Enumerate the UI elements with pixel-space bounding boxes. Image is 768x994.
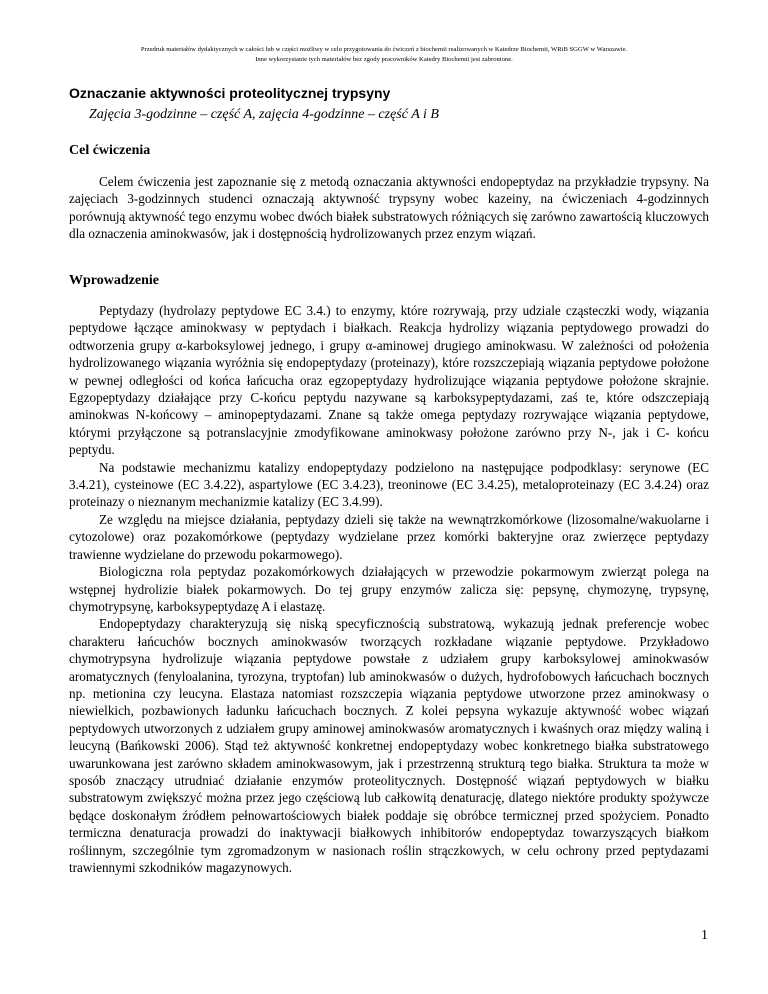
aim-section-body bbox=[69, 173, 709, 243]
intro-paragraph-3: Ze względu na miejsce działania, peptydazy dzieli się także na wewnątrzkomórkowe (lizosomalne/wakuolarne i cytozolowe) oraz pozakomórkowe (peptydazy wydzielane przez komórki bakteryjne oraz zwierzęce peptydazy trawienne wydzielane do przewodu pokarmowego). bbox=[69, 511, 709, 562]
intro-paragraph-5: Endopeptydazy charakteryzują się niską specyficznością substratową, wykazują jednak preferencje wobec charakteru łańcuchów bocznych aminokwasów tworzących rozkładane wiązanie peptydowe. Przykładowo chymotrypsyna hydrolizuje wiązania peptydowe powstałe z udziałem grupy karboksylowej aminokwasów aromatycznych (fenyloalanina, tyrozyna, tryptofan) lub aminokwasów o dużych, hydrofobowych łańcuchach bocznych np. metionina czy leucyna. Elastaza natomiast rozszczepia wiązania peptydowe utworzone przez aminokwasy o niewielkich, pozbawionych ładunku łańcuchach bocznych. Z kolei pepsyna wykazuje aktywność wobec wiązań peptydowych utworzonych z udziałem grupy aminowej aminokwasów aromatycznych i kwaśnych oraz między waliną i leucyną (Bańkowski 2006). Stąd też aktywność konkretnej endopeptydazy wobec konkretnego białka substratowego uwarunkowana jest zarówno składem aminokwasowym, jak i przestrzenną strukturą tego białka. Struktura ta może w sposób znaczący utrudniać działanie enzymów proteolitycznych. Dostępność wiązań peptydowych w białku substratowym zwiększyć można przez jego częściową lub całkowitą denaturację, dlatego niektóre produkty spożywcze będące doskonałym źródłem pełnowartościowych białek poddaje się obróbce termicznej przed spożyciem. Ponadto termiczna denaturacja prowadzi do inaktywacji białkowych inhibitorów endopeptydaz towarzyszących białkom roślinnym, szczególnie tym zgromadzonym w nasionach roślin strączkowych, w celu ochrony przed peptydazami trawiennymi szkodników magazynowych. bbox=[69, 616, 709, 875]
aim-section-heading: Cel ćwiczenia bbox=[69, 143, 151, 158]
intro-paragraph-2: Na podstawie mechanizmu katalizy endopeptydazy podzielono na następujące podpodklasy: serynowe (EC 3.4.21), cysteinowe (EC 3.4.22), aspartylowe (EC 3.4.23), treoninowe (EC 3.4.25), metaloproteinazy (EC 3.4.24) oraz proteinazy o nieznanym mechanizmie katalizy (EC 3.4.99). bbox=[69, 459, 709, 510]
copyright-notice bbox=[60, 45, 708, 65]
intro-section-heading: Wprowadzenie bbox=[69, 273, 159, 288]
aim-paragraph: Celem ćwiczenia jest zapoznanie się z metodą oznaczania aktywności endopeptydaz na przykładzie trypsyny. Na zajęciach 3-godzinnych studenci oznaczają aktywność trypsyny wobec kazeiny, na ćwiczeniach 4-godzinnych porównują aktywność tego enzymu wobec dwóch białek substratowych różniących się zarówno zawartością kluczowych dla oznaczenia aminokwasów, jak i dostępnością hydrolizowanych przez enzym wiązań. bbox=[69, 174, 709, 242]
intro-paragraph-4: Biologiczna rola peptydaz pozakomórkowych działających w przewodzie pokarmowym zwierząt polega na wstępnej hydrolizie białek pokarmowych. Do tej grupy enzymów zalicza się: pepsynę, chymozynę, trypsynę, chymotrypsynę, karboksypeptydazę A i elastazę. bbox=[69, 564, 709, 614]
document-subtitle: Zajęcia 3-godzinne – część A, zajęcia 4-godzinne – część A i B bbox=[89, 107, 439, 122]
copyright-notice-line-1: Przedruk materiałów dydaktycznych w całości lub w części możliwy w celu przygotowania do ćwiczeń z biochemii realizowanych w Katedrze Biochemii, WRiB SGGW w Warszawie. bbox=[140, 46, 628, 53]
intro-paragraph-1: Peptydazy (hydrolazy peptydowe EC 3.4.) to enzymy, które rozrywają, przy udziale cząsteczki wody, wiązania peptydowe łączące aminokwasy w peptydach i białkach. Reakcja hydrolizy wiązania peptydowego prowadzi do odtworzenia grupy α-karboksylowej jednego, i grupy α-aminowej drugiego aminokwasu. W zależności od położenia hydrolizowanego wiązania wyróżnia się endopeptydazy (proteinazy), które rozszczepiają wiązania peptydowe położone w pewnej odległości od końca łańcucha oraz egzopeptydazy hydrolizujące wiązania peptydowe położone skrajnie. Egzopeptydazy działające przy C-końcu peptydu nazywane są karboksypeptydazami, zaś te, które odszczepiają aminokwas N-końcowy – aminopeptydazami. Znane są także omega peptydazy rozrywające wiązania peptydowe, którymi przyłączone są potranslacyjnie zmodyfikowane aminokwasy położone zarówno przy N-, jak i C- końcu peptydu. bbox=[69, 303, 709, 458]
page-number: 1 bbox=[701, 928, 708, 943]
intro-section-body bbox=[69, 302, 709, 876]
document-title: Oznaczanie aktywności proteolitycznej trypsyny bbox=[69, 85, 391, 101]
copyright-notice-line-2: Inne wykorzystanie tych materiałów bez zgody pracowników Katedry Biochemii jest zabronione. bbox=[255, 56, 513, 63]
